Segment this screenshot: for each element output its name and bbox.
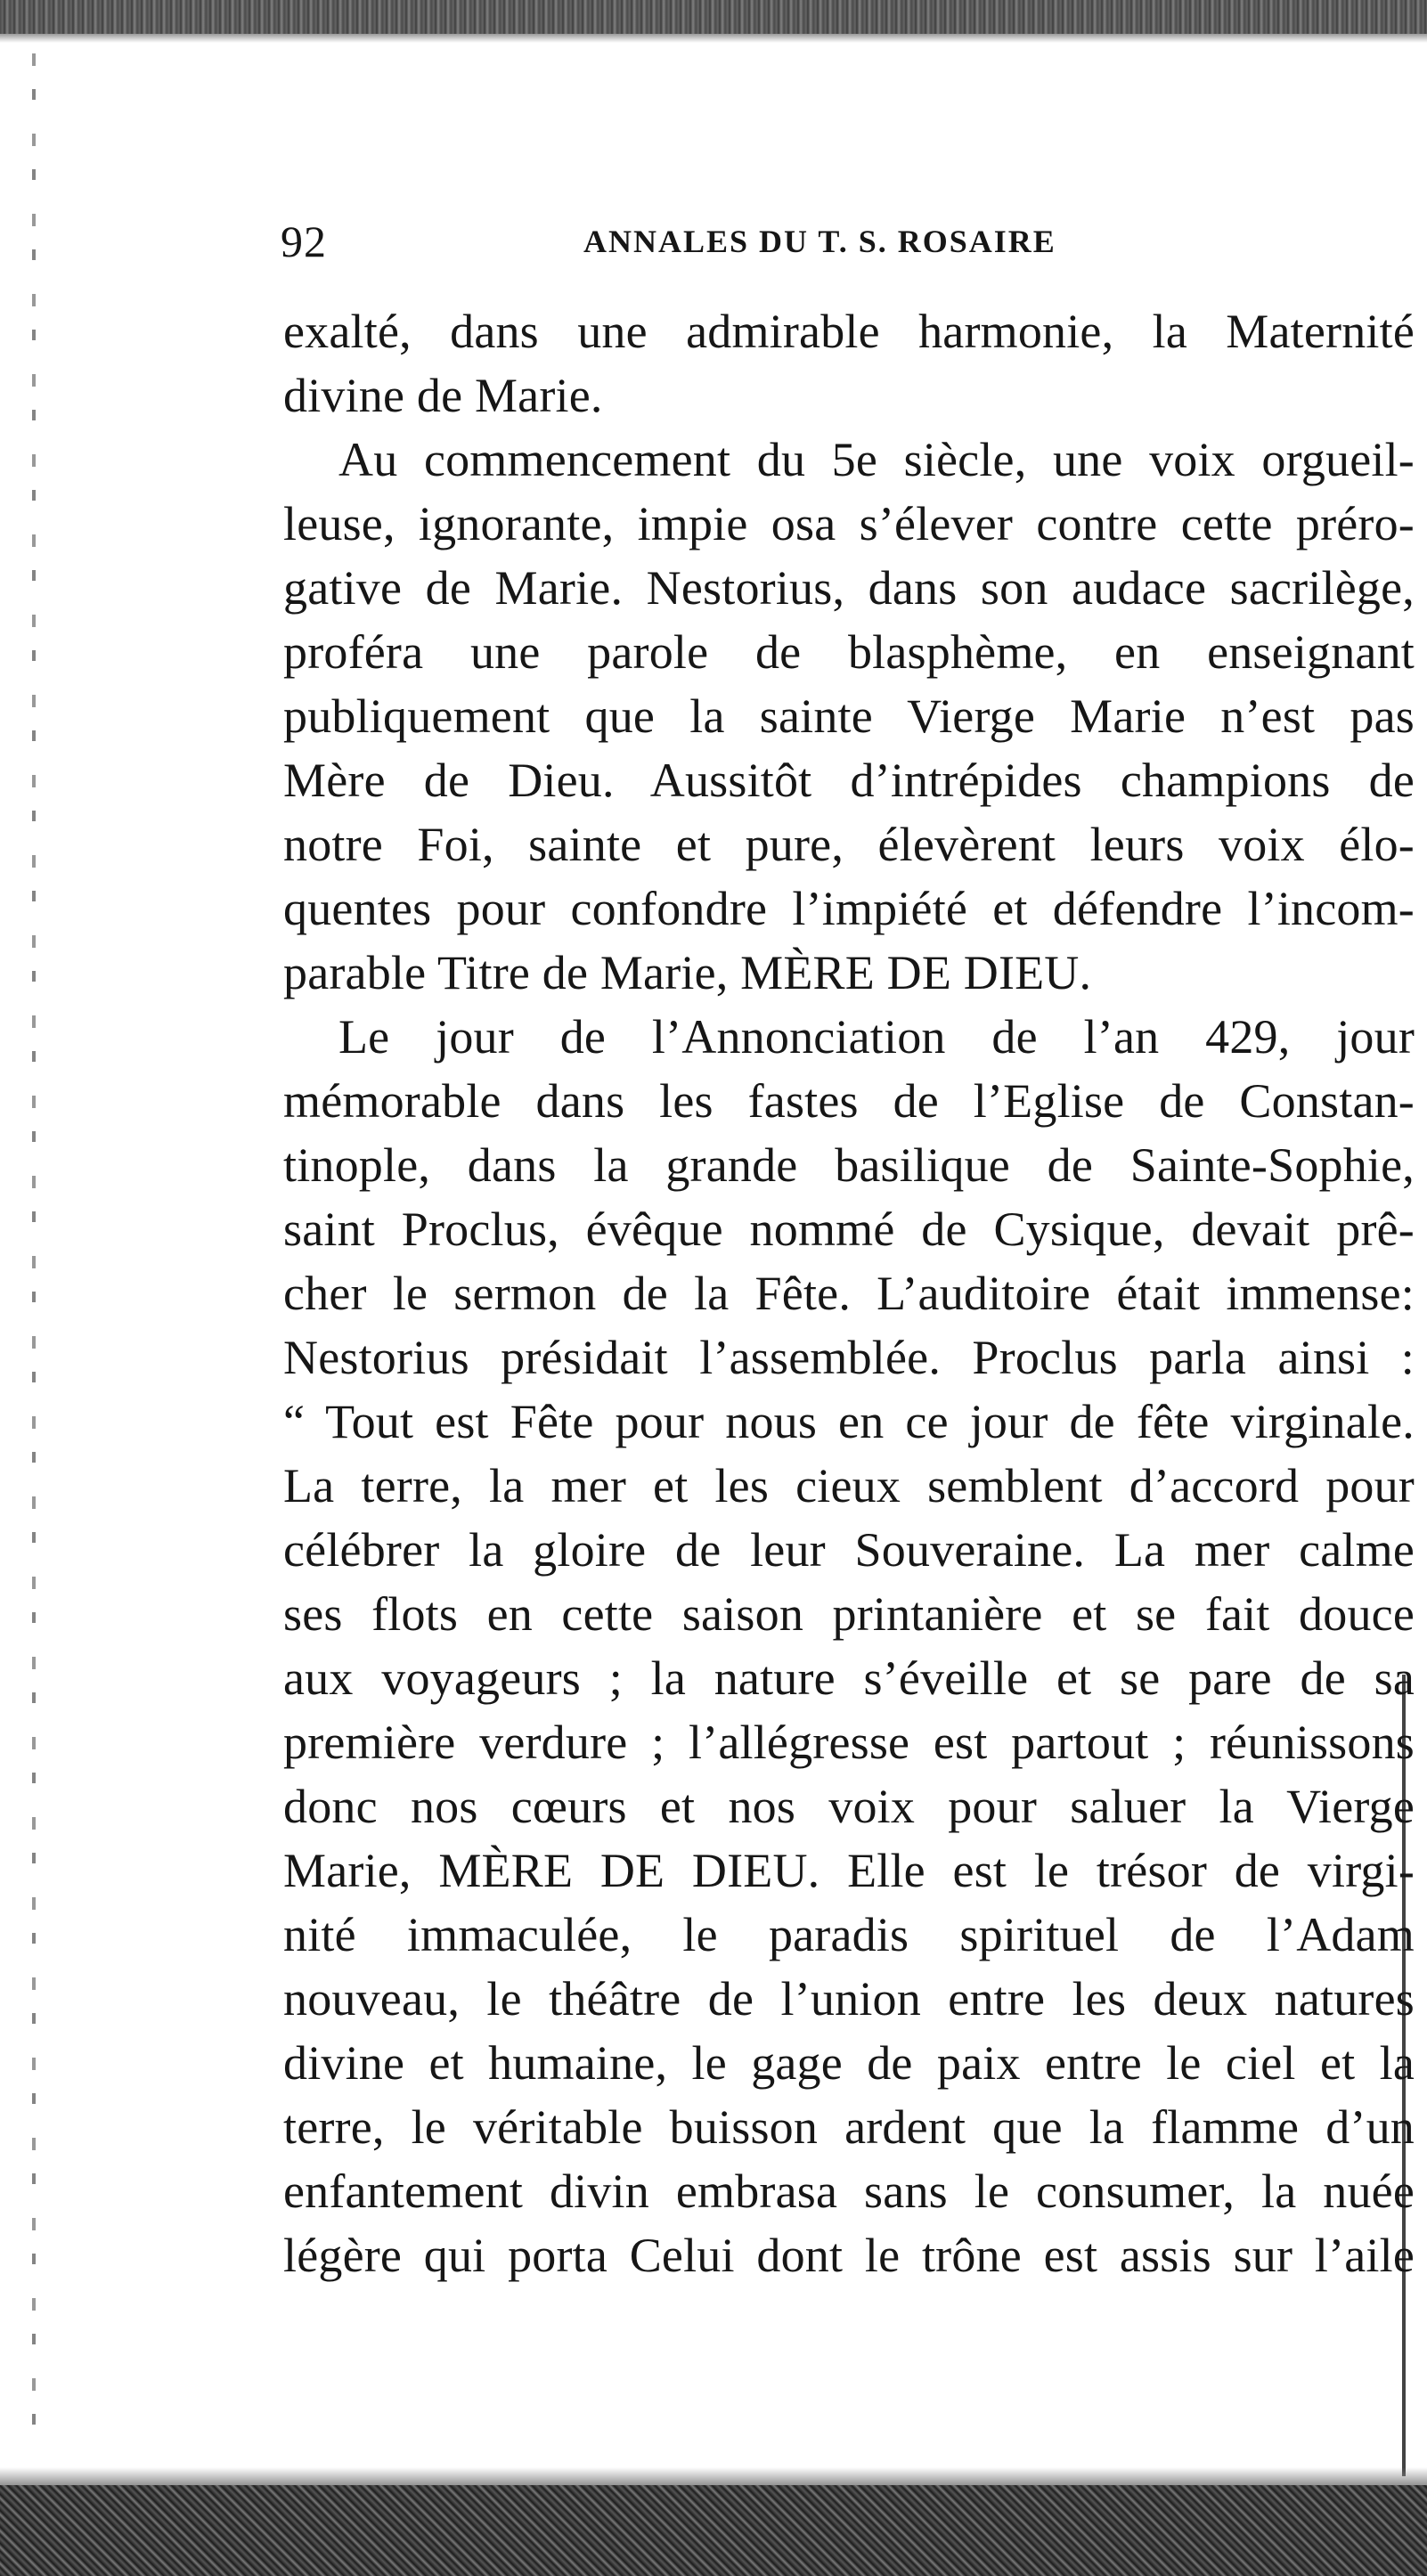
text-line: Le jour de l’Annonciation de l’an 429, jour xyxy=(338,1010,1415,1064)
running-head-title: ANNALES DU T. S. ROSAIRE xyxy=(583,224,1056,259)
text-line: cher le sermon de la Fête. L’auditoire était immense: xyxy=(283,1267,1415,1320)
text-line: célébrer la gloire de leur Souveraine. La mer calme xyxy=(283,1523,1415,1577)
text-line: quentes pour confondre l’impiété et défendre l’incom- xyxy=(283,882,1415,935)
text-line: Mère de Dieu. Aussitôt d’intrépides champions de xyxy=(283,754,1415,807)
text-line: terre, le véritable buisson ardent que la flamme d’un xyxy=(283,2100,1415,2154)
scan-edge-top xyxy=(0,0,1427,34)
text-line: proféra une parole de blasphème, en enseignant xyxy=(283,625,1415,679)
text-line: première verdure ; l’allégresse est partout ; réunissons xyxy=(283,1716,1415,1769)
text-line: ses flots en cette saison printanière et se fait douce xyxy=(283,1587,1415,1641)
text-line: saint Proclus, évêque nommé de Cysique, devait prê- xyxy=(283,1202,1415,1256)
text-line: exalté, dans une admirable harmonie, la Maternité xyxy=(283,305,1415,358)
text-line: La terre, la mer et les cieux semblent d’accord pour xyxy=(283,1459,1415,1512)
text-line: nité immaculée, le paradis spirituel de l’Adam xyxy=(283,1908,1415,1961)
page-number: 92 xyxy=(281,216,327,266)
text-line: “ Tout est Fête pour nous en ce jour de fête virginale. xyxy=(283,1395,1415,1448)
text-line: divine de Marie. xyxy=(283,369,603,422)
text-line: tinople, dans la grande basilique de Sainte-Sophie, xyxy=(283,1138,1415,1192)
text-line: parable Titre de Marie, MÈRE DE DIEU. xyxy=(283,946,1092,999)
scan-edge-bottom xyxy=(0,2485,1427,2576)
text-line: donc nos cœurs et nos voix pour saluer la Vierge xyxy=(283,1780,1415,1833)
text-line: mémorable dans les fastes de l’Eglise de Constan- xyxy=(283,1074,1415,1128)
text-line: leuse, ignorante, impie osa s’élever contre cette préro- xyxy=(283,497,1415,550)
text-line: Marie, MÈRE DE DIEU. Elle est le trésor de virgi- xyxy=(283,1844,1415,1897)
text-line: enfantement divin embrasa sans le consumer, la nuée xyxy=(283,2164,1415,2218)
text-line: Nestorius présidait l’assemblée. Proclus parla ainsi : xyxy=(283,1331,1415,1384)
text-line: aux voyageurs ; la nature s’éveille et se pare de sa xyxy=(283,1651,1415,1705)
scan-edge-bottom-shadow xyxy=(0,2467,1427,2487)
text-line: Au commencement du 5e siècle, une voix orgueil- xyxy=(338,433,1415,486)
scan-edge-top-shadow xyxy=(0,34,1427,43)
text-line: notre Foi, sainte et pure, élevèrent leurs voix élo- xyxy=(283,818,1415,871)
text-line: légère qui porta Celui dont le trône est assis sur l’aile xyxy=(283,2229,1415,2282)
body-text xyxy=(283,299,1415,2287)
text-line: nouveau, le théâtre de l’union entre les deux natures xyxy=(283,1972,1415,2026)
text-line: divine et humaine, le gage de paix entre le ciel et la xyxy=(283,2036,1415,2090)
text-line: publiquement que la sainte Vierge Marie n’est pas xyxy=(283,689,1415,743)
scan-edge-left xyxy=(32,53,36,2441)
running-head xyxy=(281,210,1171,273)
text-line: gative de Marie. Nestorius, dans son audace sacrilège, xyxy=(283,561,1415,615)
